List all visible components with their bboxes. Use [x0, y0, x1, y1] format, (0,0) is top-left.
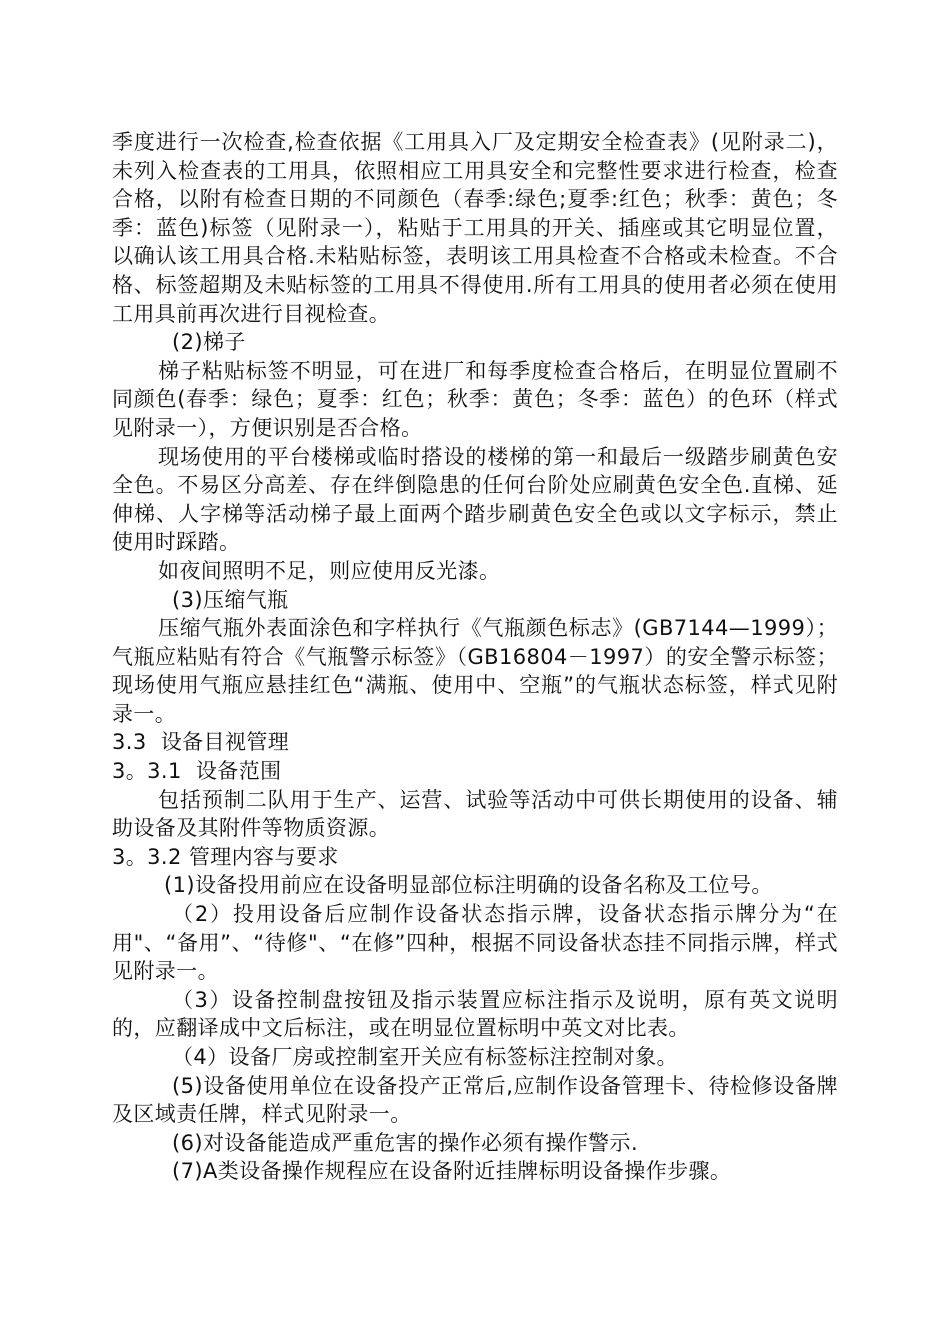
list-item-6: (6)对设备能造成严重危害的操作必须有操作警示. [172, 1130, 639, 1155]
list-item-1: (1)设备投用前应在设备明显部位标注明确的设备名称及工位号。 [164, 873, 773, 898]
list-item-5: (5)设备使用单位在设备投产正常后,应制作设备管理卡、待检修设备牌及区域责任牌，样式见附录一。 [112, 1073, 838, 1127]
paragraph-equipment-scope: 包括预制二队用于生产、运营、试验等活动中可供长期使用的设备、辅助设备及其附件等物质资源。 [112, 787, 838, 841]
subheading-gas-cylinder: (3)压缩气瓶 [172, 587, 289, 612]
list-item-7: (7)A类设备操作规程应在设备附近挂牌标明设备操作步骤。 [172, 1159, 732, 1184]
list-item-4: （4）设备厂房或控制室开关应有标签标注控制对象。 [172, 1045, 678, 1069]
list-item-2: （2）投用设备后应制作设备状态指示牌，设备状态指示牌分为“在用"、“备用”、“待修"、“在修”四种，根据不同设备状态挂不同指示牌，样式见附录一。 [112, 902, 838, 984]
document-body [112, 128, 838, 1186]
list-item-3: （3）设备控制盘按钮及指示装置应标注指示及说明，原有英文说明的，应翻译成中文后标注，或在明显位置标明中英文对比表。 [112, 987, 838, 1041]
subheading-ladder: (2)梯子 [172, 330, 246, 355]
paragraph-gas-cylinder: 压缩气瓶外表面涂色和字样执行《气瓶颜色标志》(GB7144—1999）；气瓶应粘贴有符合《气瓶警示标签》（GB16804－1997）的安全警示标签；现场使用气瓶应悬挂红色“满瓶、使用中、空瓶”的气瓶状态标签，样式见附录一。 [112, 616, 838, 726]
section-heading-equipment-scope: 3。3.1 设备范围 [112, 759, 282, 784]
paragraph-stair-safety-color: 现场使用的平台楼梯或临时搭设的楼梯的第一和最后一级踏步刷黄色安全色。不易区分高差、存在绊倒隐患的任何台阶处应刷黄色安全色.直梯、延伸梯、人字梯等活动梯子最上面两个踏步刷黄色安全色或以文字标示，禁止使用时踩踏。 [112, 444, 838, 555]
paragraph-night-lighting: 如夜间照明不足，则应使用反光漆。 [158, 558, 501, 583]
section-heading-management-content: 3。3.2 管理内容与要求 [112, 844, 339, 869]
paragraph-tool-inspection: 季度进行一次检查,检查依据《工用具入厂及定期安全检查表》(见附录二)，未列入检查表的工用具，依照相应工用具安全和完整性要求进行检查，检查合格，以附有检查日期的不同颜色（春季:绿色;夏季:红色；秋季：黄色；冬季：蓝色)标签（见附录一），粘贴于工用具的开关、插座或其它明显位置， 以确认该工用具合格.未粘贴标签，表明该工用具检查不合格或未检查。不合格、标签超期及未贴标签的工用具不得使用.所有工用具的使用者必须在使用工用具前再次进行目视检查。 [112, 130, 838, 326]
section-heading-equipment-visual: 3.3 设备目视管理 [112, 730, 290, 755]
paragraph-ladder-label: 梯子粘贴标签不明显，可在进厂和每季度检查合格后，在明显位置刷不同颜色(春季：绿色；夏季：红色；秋季：黄色；冬季：蓝色）的色环（样式见附录一），方便识别是否合格。 [112, 358, 838, 440]
